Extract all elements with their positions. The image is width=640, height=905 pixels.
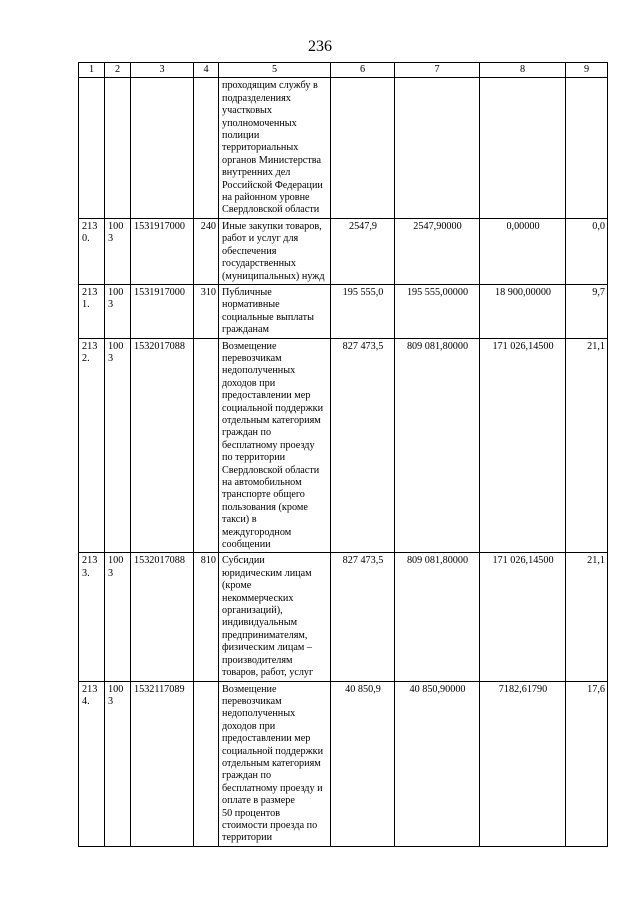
budget-table [78,62,608,847]
expense-name-line: отдельным категориям [222,414,321,426]
section-code-cell: 1003 [105,553,131,681]
target-article-code-cell: 1531917000 [131,218,194,284]
section-code-cell: 1003 [105,681,131,846]
value-col-9-cell: 0,0 [566,218,608,284]
expense-name-line: проходящим службу в [222,80,318,92]
expense-name-line: предоставлении мер [222,733,311,745]
value-col-7-cell: 40 850,90000 [395,681,480,846]
expense-name-line: территориальных [222,142,299,154]
expense-name-line: граждан по [222,770,272,782]
value-col-6-cell: 195 555,0 [331,284,395,338]
table-row [79,284,608,338]
row-number-cell [79,78,105,218]
expense-name-line: пользования (кроме [222,501,308,513]
expense-name-line: Возмещение [222,683,277,695]
expense-name-line: Публичные [222,286,272,298]
expense-name-line: предоставлении мер [222,390,311,402]
expense-name-line: подразделениях [222,92,291,104]
expense-name-line: бесплатному проезду [222,439,315,451]
expense-name-line: участковых [222,105,272,117]
expense-name-cell [219,681,331,846]
value-col-9-cell [566,78,608,218]
expense-name-cell [219,218,331,284]
column-header: 2 [105,63,131,78]
expense-name-line: бесплатному проезду и [222,782,323,794]
value-col-7-cell: 195 555,00000 [395,284,480,338]
column-header: 5 [219,63,331,78]
table-row [79,78,608,218]
expense-type-code-cell: 810 [194,553,219,681]
row-number-cell: 2133. [79,553,105,681]
value-col-6-cell: 40 850,9 [331,681,395,846]
column-header: 1 [79,63,105,78]
value-col-7-cell: 809 081,80000 [395,553,480,681]
expense-type-code-cell: 240 [194,218,219,284]
column-header: 8 [480,63,566,78]
section-code-cell: 1003 [105,218,131,284]
expense-type-code-cell: 310 [194,284,219,338]
page-number: 236 [308,38,332,55]
expense-type-code-cell [194,338,219,553]
row-number-cell: 2132. [79,338,105,553]
expense-name-line: полиции [222,130,260,142]
target-article-code-cell: 1532017088 [131,553,194,681]
expense-name-line: такси) в [222,514,257,526]
table-row [79,218,608,284]
section-code-cell: 1003 [105,338,131,553]
expense-name-line: государственных [222,258,296,270]
value-col-6-cell: 827 473,5 [331,338,395,553]
expense-name-cell [219,284,331,338]
expense-type-code-cell [194,681,219,846]
target-article-code-cell: 1531917000 [131,284,194,338]
expense-name-line: обеспечения [222,245,277,257]
expense-name-line: некоммерческих [222,592,294,604]
value-col-8-cell: 18 900,00000 [480,284,566,338]
expense-name-line: Российской Федерации [222,179,323,191]
value-col-6-cell: 827 473,5 [331,553,395,681]
expense-name-line: уполномоченных [222,117,297,129]
expense-name-line: территории [222,832,273,844]
expense-name-cell [219,78,331,218]
expense-name-line: Возмещение [222,340,277,352]
expense-name-line: социальной поддержки [222,402,324,414]
expense-name-line: индивидуальным [222,617,298,629]
expense-name-line: сообщении [222,539,271,551]
value-col-8-cell: 0,00000 [480,218,566,284]
expense-name-line: перевозчикам [222,695,282,707]
expense-name-line: (муниципальных) нужд [222,270,325,282]
column-header: 4 [194,63,219,78]
expense-name-line: Свердловской области [222,204,320,216]
value-col-7-cell: 2547,90000 [395,218,480,284]
value-col-8-cell: 7182,61790 [480,681,566,846]
expense-name-line: организаций), [222,605,283,617]
expense-name-line: на автомобильном [222,477,302,488]
table-body [79,78,608,846]
expense-name-line: производителям [222,654,293,666]
column-header: 9 [566,63,608,78]
value-col-6-cell [331,78,395,218]
target-article-code-cell: 1532017088 [131,338,194,553]
expense-name-line: Иные закупки товаров, [222,220,322,232]
target-article-code-cell: 1532117089 [131,681,194,846]
column-header: 6 [331,63,395,78]
row-number-cell: 2134. [79,681,105,846]
value-col-8-cell [480,78,566,218]
value-col-8-cell: 171 026,14500 [480,338,566,553]
expense-name-line: междугородном [222,526,292,538]
table-header-row [79,63,608,78]
expense-name-line: предпринимателям, [222,629,308,641]
value-col-9-cell: 21,1 [566,338,608,553]
value-col-6-cell: 2547,9 [331,218,395,284]
expense-name-line: транспорте общего [222,489,305,501]
value-col-8-cell: 171 026,14500 [480,553,566,681]
expense-name-line: социальной поддержки [222,745,324,757]
expense-name-line: социальные выплаты [222,311,314,323]
expense-name-line: по территории [222,452,286,464]
value-col-7-cell: 809 081,80000 [395,338,480,553]
table-row [79,338,608,553]
row-number-cell: 2131. [79,284,105,338]
section-code-cell: 1003 [105,284,131,338]
expense-name-cell [219,553,331,681]
expense-name-line: оплате в размере [222,795,295,807]
expense-name-line: физическим лицам – [222,642,312,654]
value-col-9-cell: 17,6 [566,681,608,846]
expense-name-line: доходов при [222,720,276,732]
expense-name-line: перевозчикам [222,352,282,364]
expense-name-line: нормативные [222,299,280,311]
expense-name-line: (кроме [222,580,252,592]
expense-name-line: недополученных [222,365,296,377]
expense-name-line: недополученных [222,708,296,720]
value-col-7-cell [395,78,480,218]
expense-name-line: граждан по [222,427,272,439]
expense-name-line: на районном уровне [222,192,310,204]
expense-name-line: юридическим лицам [222,567,312,579]
value-col-9-cell: 9,7 [566,284,608,338]
expense-name-line: гражданам [222,324,269,336]
expense-name-line: работ и услуг для [222,233,299,245]
column-header: 7 [395,63,480,78]
expense-name-line: отдельным категориям [222,757,321,769]
value-col-9-cell: 21,1 [566,553,608,681]
table-row [79,553,608,681]
expense-name-line: Субсидии [222,555,265,567]
section-code-cell [105,78,131,218]
expense-type-code-cell [194,78,219,218]
expense-name-line: доходов при [222,377,276,389]
table-row [79,681,608,846]
expense-name-line: Свердловской области [222,464,320,476]
column-header: 3 [131,63,194,78]
expense-name-line: органов Министерства [222,154,321,166]
expense-name-line: товаров, работ, услуг [222,667,314,679]
expense-name-line: внутренних дел [222,167,291,179]
expense-name-line: стоимости проезда по [222,819,318,831]
target-article-code-cell [131,78,194,218]
row-number-cell: 2130. [79,218,105,284]
expense-name-cell [219,338,331,553]
expense-name-line: 50 процентов [222,807,281,819]
